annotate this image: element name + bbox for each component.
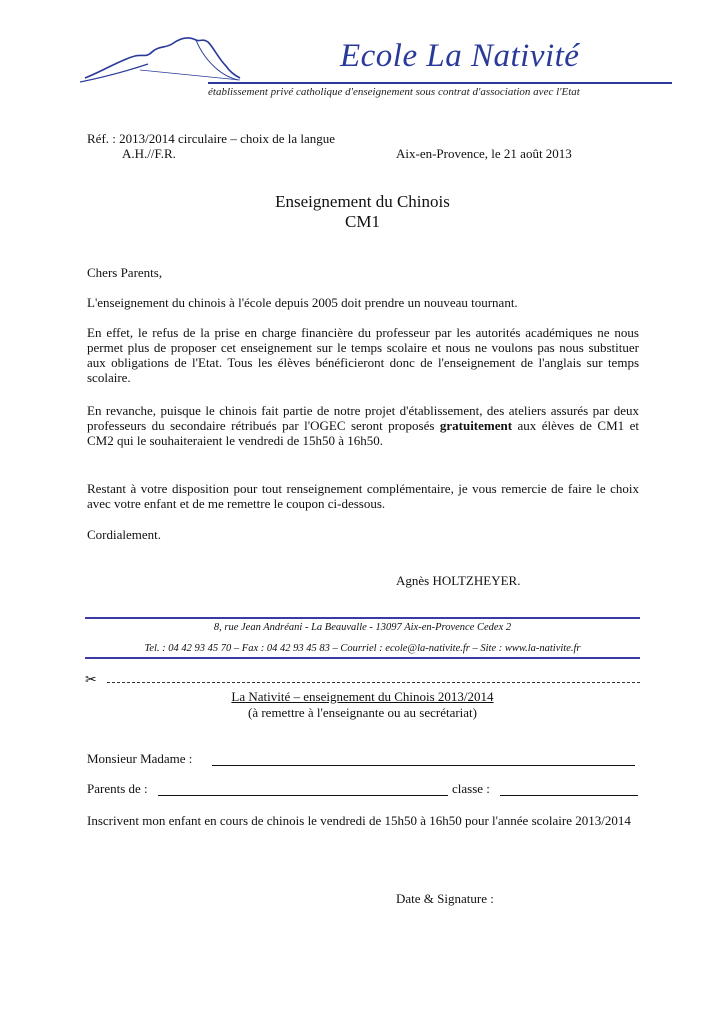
- classe-label: classe :: [452, 781, 490, 796]
- letter-title: Enseignement du Chinois: [275, 192, 450, 211]
- monsieur-madame-label: Monsieur Madame :: [87, 751, 193, 766]
- paragraph-3: [87, 403, 639, 448]
- reference-line: Réf. : 2013/2014 circulaire – choix de la langue: [87, 131, 336, 146]
- footer-bottom-rule: [85, 657, 640, 659]
- paragraph-3-end: aux élèves de CM1 et CM2 qui le souhaiteraient le vendredi de 15h50 à 16h50.: [87, 418, 639, 448]
- initials-line: A.H.//F.R.: [122, 146, 176, 161]
- closing: Cordialement.: [87, 527, 162, 542]
- signatory: Agnès HOLTZHEYER.: [396, 573, 521, 588]
- footer-address: 8, rue Jean Andréani - La Beauvalle - 13097 Aix-en-Provence Cedex 2: [213, 622, 512, 633]
- enrollment-text: Inscrivent mon enfant en cours de chinois le vendredi de 15h50 à 16h50 pour l'année scolaire 2013/2014: [87, 813, 631, 828]
- school-tagline: établissement privé catholique d'enseignement sous contrat d'association avec l'Etat: [208, 86, 580, 98]
- header-divider: [208, 82, 672, 84]
- paragraph-3-emphasis: gratuitement: [439, 418, 513, 433]
- scissors-icon: ✂: [85, 672, 97, 688]
- coupon-title: [0, 689, 725, 705]
- date-signature-label: Date & Signature :: [396, 891, 494, 906]
- parents-de-field[interactable]: [158, 795, 448, 796]
- coupon-title-text: La Nativité – enseignement du Chinois 2013/2014: [231, 689, 494, 704]
- place-date: Aix-en-Provence, le 21 août 2013: [396, 146, 572, 161]
- coupon-subtitle: (à remettre à l'enseignante ou au secrétariat): [248, 705, 477, 720]
- school-name: Ecole La Nativité: [340, 38, 580, 74]
- paragraph-4: Restant à votre disposition pour tout renseignement complémentaire, je vous remercie de faire le choix avec votre enfant et de me remettre le coupon ci-dessous.: [87, 481, 639, 511]
- greeting: Chers Parents,: [87, 265, 163, 280]
- monsieur-madame-field[interactable]: [212, 765, 635, 766]
- classe-field[interactable]: [500, 795, 638, 796]
- parents-de-label: Parents de :: [87, 781, 148, 796]
- dashed-divider: [107, 682, 640, 683]
- letter-subtitle: CM1: [345, 212, 380, 231]
- paragraph-1: L'enseignement du chinois à l'école depuis 2005 doit prendre un nouveau tournant.: [87, 295, 518, 310]
- paragraph-2: En effet, le refus de la prise en charge financière du professeur par les autorités académiques ne nous permet plus de proposer cet enseignement sur le temps scolaire et nous ne voulons pas nous substituer aux obligations de l'Etat. Tous les élèves bénéficieront donc de l'enseignement de l'anglais sur temps scolaire.: [87, 325, 639, 385]
- paragraph-3-start: En revanche, puisque le chinois fait partie de notre projet d'établissement, des ateliers assurés par deux professeurs du secondaire rétribués par l'OGEC seront proposés: [87, 403, 639, 433]
- footer-top-rule: [85, 617, 640, 619]
- mountain-logo-icon: [80, 30, 260, 90]
- footer-contact: Tel. : 04 42 93 45 70 – Fax : 04 42 93 45 83 – Courriel : ecole@la-nativite.fr – Site : www.la-nativite.fr: [144, 643, 581, 654]
